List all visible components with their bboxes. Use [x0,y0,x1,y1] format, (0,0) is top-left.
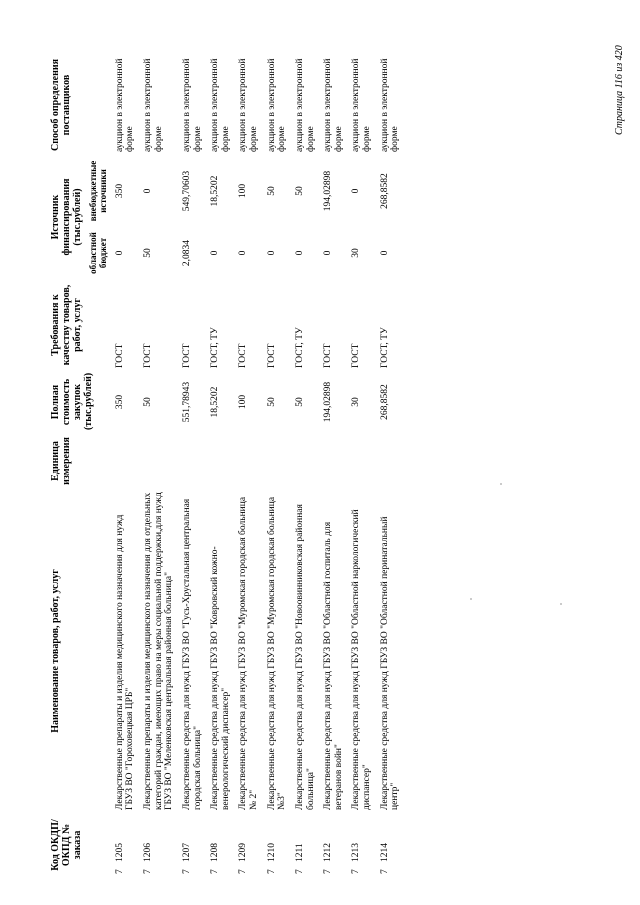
row-funding-nonbudget: 549,70603 [181,170,192,212]
row-funding-nonbudget: 0 [351,188,362,194]
row-code [180,813,208,877]
row-funding-regional: 50 [143,248,154,258]
row-code [113,813,141,877]
row-requirements: ГОСТ, ТУ [294,327,305,368]
row-requirements: ГОСТ [114,343,125,368]
row-cost: 551,78943 [181,381,192,423]
row-code-part-a: 7 [323,869,334,874]
row-unit [180,433,208,489]
row-code-part-a: 7 [143,869,154,874]
row-method: аукцион в электронной форме [266,58,288,152]
row-funding-regional: 0 [266,250,277,256]
table-header-row [50,55,89,877]
row-cost: 30 [351,397,362,407]
header-code: Код ОКДП/ ОКПД № заказа [50,819,83,871]
row-unit [141,433,180,489]
row-unit [378,433,406,489]
row-code [141,813,180,877]
table-row [141,55,180,877]
table-row [236,55,264,877]
row-code [378,813,406,877]
table-row [265,55,293,877]
table-row [293,55,321,877]
row-name: Лекарственные средства для нужд ГБУЗ ВО "Муромская городская больница № 2" [238,496,260,810]
row-name: Лекарственные средства для нужд ГБУЗ ВО "Гусь-Хрустальная центральная городская больница" [181,498,203,810]
table-row [378,55,406,877]
row-name: Лекарственные средства для нужд ГБУЗ ВО "Новоовинниковская районная больница" [294,504,316,810]
row-cost: 50 [294,397,305,407]
procurement-table [50,55,406,877]
header-funding-regional: областной бюджет [88,232,108,274]
row-cost: 350 [114,394,125,410]
row-unit [236,433,264,489]
table-row [208,55,236,877]
row-cost: 268,8582 [379,384,390,420]
row-requirements: ГОСТ [238,343,249,368]
row-code-part-b: 1214 [379,843,390,862]
header-unit: Единица измерения [50,437,72,485]
row-unit [321,433,349,489]
row-funding-nonbudget: 100 [238,183,249,199]
row-cost: 50 [143,397,154,407]
row-method: аукцион в электронной форме [181,58,203,152]
row-code-part-b: 1210 [266,843,277,862]
header-full-cost: Полная стоимость закупок (тыс.рублей) [50,372,94,430]
row-method: аукцион в электронной форме [210,58,231,152]
header-name: Наименование товаров, работ, услуг [50,569,61,733]
row-method: аукцион в электронной форме [114,58,136,152]
row-code-part-a: 7 [294,869,305,874]
row-funding-regional: 0 [238,250,249,256]
row-code [236,813,264,877]
table-row [180,55,208,877]
row-method: аукцион в электронной форме [294,58,316,152]
row-unit [265,433,293,489]
row-funding-nonbudget: 0 [143,188,154,194]
row-funding-nonbudget: 18,5202 [210,175,221,207]
row-code-part-b: 1213 [351,843,362,862]
scan-speck [470,598,472,600]
row-cost: 100 [238,394,249,410]
row-method: аукцион в электронной форме [143,58,164,152]
row-cost: 18,5202 [210,386,221,418]
row-funding-nonbudget: 268,8582 [379,173,390,209]
scan-speck [500,483,502,485]
row-requirements: ГОСТ, ТУ [379,327,390,368]
row-name: Лекарственные средства для нужд ГБУЗ ВО "Муромская городская больница №3" [266,496,288,810]
row-funding-nonbudget: 194,02898 [323,170,334,212]
row-code [293,813,321,877]
page-number: Страница 116 из 420 [614,45,625,135]
row-unit [349,433,377,489]
row-code-part-b: 1206 [143,843,154,862]
row-code [321,813,349,877]
header-requirements: Требования к качеству товаров, работ, услуг [50,284,83,366]
row-code [265,813,293,877]
row-funding-regional: 0 [379,250,390,256]
row-requirements: ГОСТ [143,343,154,368]
row-code [349,813,377,877]
header-funding: Источник финансирования (тыс.рублей) [50,178,83,256]
row-method: аукцион в электронной форме [238,58,260,152]
row-code-part-a: 7 [181,869,192,874]
header-method: Способ определения поставщиков [50,58,72,152]
row-cost: 50 [266,397,277,407]
row-code-part-b: 1211 [294,843,305,862]
row-unit [113,433,141,489]
row-name: Лекарственные средства для нужд ГБУЗ ВО "Областной госпиталь для ветеранов войн" [323,521,344,810]
row-code-part-b: 1207 [181,843,192,862]
header-funding-nonbudget: внебюджетные источники [88,160,108,222]
row-funding-regional: 0 [114,250,125,256]
row-funding-regional: 0 [323,250,334,256]
row-cost: 194,02898 [323,381,334,423]
row-code-part-a: 7 [266,869,277,874]
row-funding-regional: 30 [351,248,362,258]
scan-speck [560,603,562,605]
row-method: аукцион в электронной форме [323,58,344,152]
row-code [208,813,236,877]
row-name: Лекарственные средства для нужд ГБУЗ ВО "Областной наркологический диспансер" [351,509,373,810]
row-funding-nonbudget: 50 [266,186,277,196]
row-name: Лекарственные средства для нужд ГБУЗ ВО "Областной перинатальный центр" [379,516,401,810]
row-unit [208,433,236,489]
row-code-part-a: 7 [238,869,249,874]
table-row [349,55,377,877]
row-funding-nonbudget: 50 [294,186,305,196]
row-unit [293,433,321,489]
row-code-part-b: 1209 [238,843,249,862]
row-code-part-a: 7 [114,869,125,874]
table-row [113,55,141,877]
row-code-part-b: 1208 [210,843,221,862]
row-code-part-a: 7 [379,869,390,874]
row-name: Лекарственные препараты и изделия медицинского назначения для нужд ГБУЗ ВО "Гороховецкая ЦРБ" [114,514,136,810]
row-code-part-b: 1205 [114,843,125,862]
row-method: аукцион в электронной форме [379,58,401,152]
row-code-part-a: 7 [210,869,221,874]
row-code-part-b: 1212 [323,843,334,862]
row-name: Лекарственные средства для нужд ГБУЗ ВО "Ковровский кожно-венерологический диспансер" [210,546,231,810]
row-requirements: ГОСТ [323,343,334,368]
row-requirements: ГОСТ, ТУ [210,327,221,368]
row-code-part-a: 7 [351,869,362,874]
row-funding-nonbudget: 350 [114,183,125,199]
row-requirements: ГОСТ [351,343,362,368]
row-funding-regional: 0 [294,250,305,256]
table-row [321,55,349,877]
row-funding-regional: 2,0834 [181,239,192,267]
row-requirements: ГОСТ [266,343,277,368]
row-requirements: ГОСТ [181,343,192,368]
row-name: Лекарственные препараты и изделия медицинского назначения для отдельных категорий граждан, имеющих право на меры социальной поддержки,для нужд ГБУЗ ВО "Меленковская центральная районная больница" [143,492,175,810]
row-funding-regional: 0 [210,250,221,256]
row-method: аукцион в электронной форме [351,58,373,152]
